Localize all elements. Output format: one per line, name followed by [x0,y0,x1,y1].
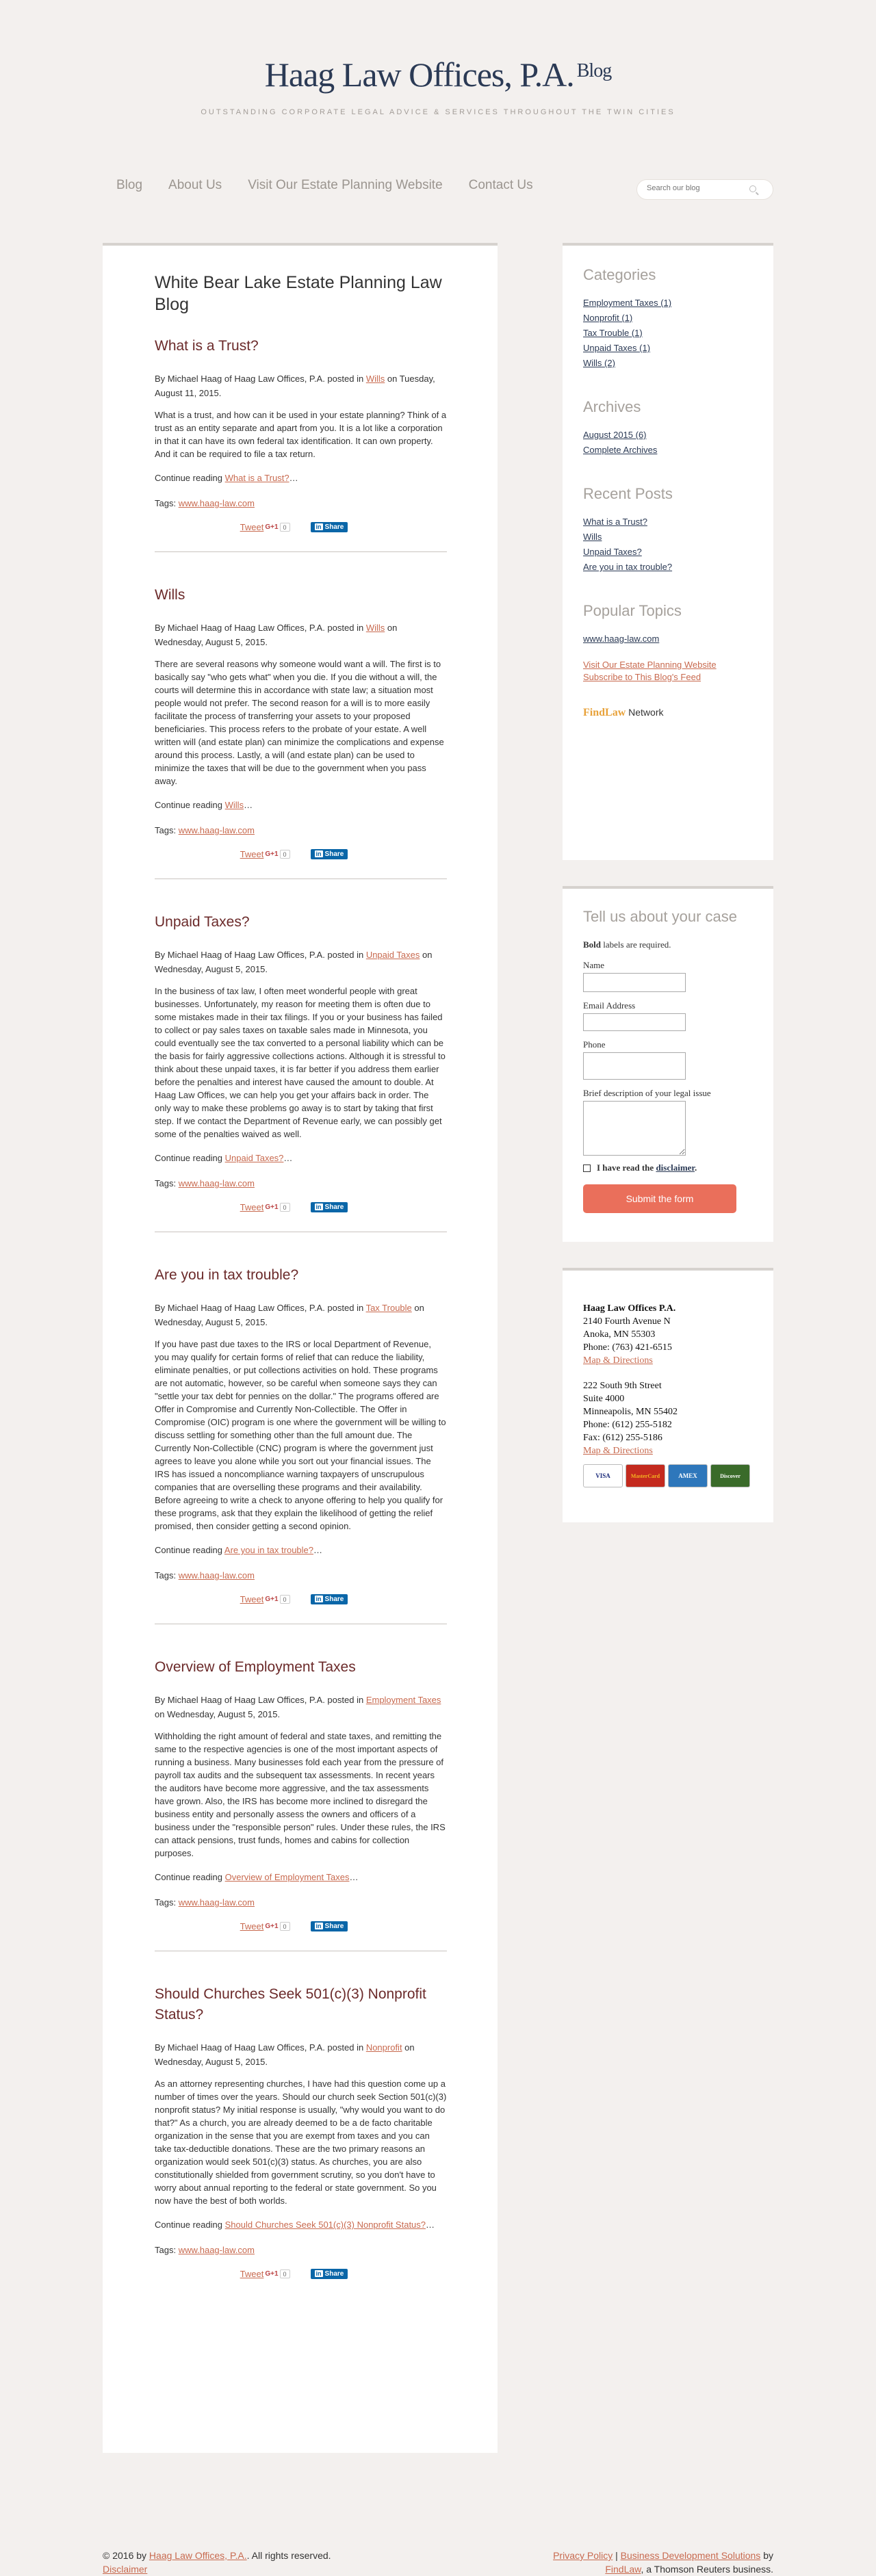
tweet-button[interactable]: Tweet [240,1594,264,1604]
continue-reading-link[interactable]: Overview of Employment Taxes [224,1872,350,1882]
continue-reading-link[interactable]: Should Churches Seek 501(c)(3) Nonprofit Status? [224,2220,426,2230]
main-nav [0,164,876,243]
post-meta [155,1301,447,1329]
post-meta [155,621,447,649]
archive-link-august-2015[interactable]: August 2015 (6) [583,430,647,440]
google-plus-count: 0 [280,1595,290,1604]
list-item [583,562,753,572]
mastercard-icon: MasterCard [626,1464,665,1487]
post-excerpt: If you have past due taxes to the IRS or local Department of Revenue, you may qualify for certain forms of relief that can reduce the liability, eliminate penalties, or put collections activities on hold. These programs are not automatic, however, so be careful when someone says they can "settle your tax debt for pennies on the dollar." The programs offered are Offer in Compromise and Currently Non-Collectible. The Offer in Compromise (OIC) program is one where the government will be willing to discuss settling for something other than the full amount due. The Currently Non-Collectible (CNC) program is where the government just agrees to leave you alone while you sort out your financial issues. The IRS has issued a noncompliance warning taxpayers of unscrupulous companies that are overselling these programs and their availability. Before agreeing to write a check to anyone offering to help you qualify for these programs, ask that they explain the likelihood of getting the relief promised, then consider getting a second opinion. [155,1339,446,1531]
visa-card-icon: VISA [583,1464,623,1487]
payment-cards [583,1464,753,1487]
continue-reading-link[interactable]: Are you in tax trouble? [224,1545,313,1555]
continue-reading [155,1153,447,1163]
post-tag-link[interactable]: www.haag-law.com [178,1897,255,1908]
linkedin-icon: in [315,850,322,857]
list-item [583,358,753,368]
list-item [583,430,753,440]
firm-name: Haag Law Offices P.A. [583,1303,676,1314]
archives-section [583,398,753,455]
contact-info-panel [563,1268,773,1522]
phone1: Phone: (763) 421-6515 [583,1342,672,1353]
archives-list [583,430,753,455]
list-item [583,298,753,308]
tags-label: Tags: [155,2245,179,2255]
google-plus-button[interactable]: G+1 [265,850,279,858]
post-tags [155,1178,447,1188]
continue-reading-ellipsis: … [244,800,253,810]
map-directions-link-anoka[interactable]: Map & Directions [583,1355,653,1366]
blog-post [155,1265,447,1624]
footer-firm-link[interactable]: Haag Law Offices, P.A. [149,2550,247,2561]
archive-link-complete[interactable]: Complete Archives [583,445,658,455]
findlaw-network-text: Network [628,707,664,718]
post-meta-date: on Wednesday, August 5, 2015. [155,1709,281,1719]
name-field[interactable] [583,973,686,992]
nav-item-about-us[interactable]: About Us [168,178,222,192]
linkedin-share-button[interactable] [311,1921,348,1931]
nav-item-contact-us[interactable]: Contact Us [468,178,533,192]
post-meta-author: By Michael Haag of Haag Law Offices, P.A. posted in [155,1695,366,1705]
post-meta [155,948,447,976]
tweet-button[interactable]: Tweet [240,2269,264,2279]
categories-section [583,266,753,368]
recent-posts-list [583,517,753,572]
continue-reading [155,2220,447,2230]
phone2: Phone: (612) 255-5182 [583,1420,672,1430]
tags-label: Tags: [155,498,179,508]
footer-thomson: , a Thomson Reuters business. [641,2564,773,2575]
required-note [583,939,753,950]
post-excerpt: As an attorney representing churches, I have had this question come up a number of times over the years. Should our church seek Section 501(c)(3) nonprofit status? My initial response is usually, "why would you want to do that?" As a church, you are already deemed to be a de facto charitable organization in the sense that you are exempt from taxes and you can take tax-deductible donations. These are the two primary reasons an organization would seek 501(c)(3) status. As churches, you are also constitutionally shielded from government scrutiny, so you don't have to worry about annual reporting to the federal or state government. So you now have the best of both worlds. [155,2079,447,2206]
linkedin-share-label: Share [324,850,344,858]
nav-item-estate-planning[interactable]: Visit Our Estate Planning Website [248,178,443,192]
continue-reading-link[interactable]: Wills [224,800,244,810]
findlaw-network-logo[interactable] [583,707,753,719]
post-tags [155,825,447,835]
continue-reading-link[interactable]: What is a Trust? [224,473,289,483]
categories-list [583,298,753,368]
linkedin-icon: in [315,1923,322,1929]
phone-label: Phone [583,1039,606,1050]
google-plus-count: 0 [280,523,290,532]
linkedin-share-label: Share [324,1204,344,1211]
address1-line2: Anoka, MN 55303 [583,1329,656,1340]
linkedin-icon: in [315,1596,322,1602]
search-box[interactable] [636,179,773,200]
footer-separator: | [613,2550,621,2561]
post-title-link[interactable]: Should Churches Seek 501(c)(3) Nonprofit Status? [155,1986,426,2022]
post-title-link[interactable]: Unpaid Taxes? [155,914,250,930]
description-field[interactable] [583,1101,686,1156]
popular-topics-list [583,634,753,644]
tags-label: Tags: [155,1178,179,1188]
linkedin-icon: in [315,523,322,530]
post-meta-author: By Michael Haag of Haag Law Offices, P.A. posted in [155,950,366,960]
address2-line3: Minneapolis, MN 55402 [583,1407,678,1417]
post-meta-date: on Tuesday, August 11, 2015. [155,374,435,398]
disclaimer-checkbox[interactable] [583,1165,591,1172]
post-meta-date: on Wednesday, August 5, 2015. [155,2042,415,2067]
post-title-link[interactable]: Wills [155,587,185,603]
nav-items [116,178,559,193]
share-row [155,1921,447,1931]
category-link-unpaid-taxes[interactable]: Unpaid Taxes (1) [583,343,651,353]
disclaimer-period: . [695,1162,697,1173]
search-input[interactable] [647,184,749,192]
post-meta-author: By Michael Haag of Haag Law Offices, P.A. posted in [155,623,366,633]
linkedin-share-button[interactable] [311,2269,348,2279]
continue-reading [155,800,447,810]
list-item [583,445,753,455]
page-title: White Bear Lake Estate Planning Law Blog [155,273,442,314]
post-meta [155,1693,447,1721]
share-row [155,849,447,859]
category-link-tax-trouble[interactable]: Tax Trouble (1) [583,328,643,338]
continue-reading [155,1872,447,1882]
linkedin-icon: in [315,2270,322,2277]
linkedin-icon: in [315,1204,322,1210]
post-category-link[interactable]: Tax Trouble [365,1303,412,1313]
fax2: Fax: (612) 255-5186 [583,1433,662,1443]
popular-topic-link[interactable]: www.haag-law.com [583,634,660,644]
post-category-link[interactable]: Unpaid Taxes [365,950,420,960]
site-title-text[interactable]: Haag Law Offices, P.A. [264,55,574,94]
post-title-link[interactable]: Are you in tax trouble? [155,1267,299,1283]
post-meta-author: By Michael Haag of Haag Law Offices, P.A. posted in [155,2042,366,2053]
tweet-button[interactable]: Tweet [240,849,264,859]
sidebar-widgets-panel [563,243,773,860]
continue-reading-label: Continue reading [155,473,225,483]
tweet-button[interactable]: Tweet [240,522,264,532]
post-excerpt: In the business of tax law, I often meet wonderful people with great businesses. Unfortunately, my reason for meeting them is often due to some mistakes made in their tax filings. If you or your business has failed to collect or pay sales taxes on taxable sales made in Minnesota, you could eventually see the tax converted to a personal liability which can be the basis for fairly aggressive collections actions. Although it is stressful to think about these unpaid taxes, it is far better if you address them earlier before the penalties and interest have caused the amount to double. At Haag Law Offices, we can help you get your affairs back in order. The only way to make these problems go away is to start by taking that first step. If we contact the Department of Revenue early, we can possibly get some of the penalties waived as well. [155,986,446,1139]
google-plus-button[interactable]: G+1 [265,523,279,531]
tags-label: Tags: [155,1570,179,1580]
copyright-prefix: © 2016 by [103,2550,149,2561]
post-tag-link[interactable]: www.haag-law.com [178,825,255,835]
blog-post [155,1657,447,1951]
linkedin-share-label: Share [324,523,344,531]
post-tag-link[interactable]: www.haag-law.com [178,1570,255,1580]
share-row [155,2269,447,2279]
linkedin-share-label: Share [324,1923,344,1930]
blog-post [155,585,447,879]
tweet-button[interactable]: Tweet [240,1921,264,1931]
popular-topics-title: Popular Topics [583,602,682,619]
blog-post [155,912,447,1232]
contact-form-panel [563,886,773,1242]
subscribe-feed-link[interactable]: Subscribe to This Blog's Feed [583,672,701,682]
map-directions-link-minneapolis[interactable]: Map & Directions [583,1446,653,1456]
list-item [583,634,753,644]
search-icon[interactable] [749,185,756,192]
continue-reading-label: Continue reading [155,2220,225,2230]
post-category-link[interactable]: Employment Taxes [365,1695,441,1705]
linkedin-share-button[interactable] [311,1594,348,1604]
disclaimer-check-row [583,1162,753,1173]
post-tags [155,1897,447,1908]
continue-reading-ellipsis: … [313,1545,322,1555]
estate-planning-website-link[interactable]: Visit Our Estate Planning Website [583,660,717,670]
copyright-suffix: . All rights reserved. [246,2550,331,2561]
list-item [583,313,753,323]
continue-reading-ellipsis: … [283,1153,293,1163]
post-title-link[interactable]: What is a Trust? [155,338,259,354]
archives-title: Archives [583,398,641,415]
post-category-link[interactable]: Wills [365,623,385,633]
continue-reading-link[interactable]: Unpaid Taxes? [224,1153,284,1163]
google-plus-count: 0 [280,850,290,859]
blog-post [155,336,447,552]
required-note-text: labels are required. [601,939,671,950]
continue-reading-label: Continue reading [155,1872,225,1882]
disclaimer-link[interactable]: disclaimer [656,1162,695,1173]
post-divider [155,551,447,552]
list-item [583,547,753,557]
post-category-link[interactable]: Wills [365,374,385,384]
continue-reading-label: Continue reading [155,800,225,810]
site-header [0,0,876,164]
post-meta-date: on Wednesday, August 5, 2015. [155,1303,424,1327]
post-excerpt: What is a trust, and how can it be used in your estate planning? Think of a trust as an entity separate and apart from you. It is a lot like a corporation in that it can have its own federal tax identification. It can own property. And it can be required to file a tax return. [155,410,447,459]
recent-post-link[interactable]: What is a Trust? [583,517,647,527]
post-meta [155,2040,447,2069]
post-meta-author: By Michael Haag of Haag Law Offices, P.A. posted in [155,374,366,384]
footer-right [548,2549,773,2576]
post-meta-date: on Wednesday, August 5, 2015. [155,950,433,974]
address2-line2: Suite 4000 [583,1394,625,1404]
recent-posts-title: Recent Posts [583,485,673,502]
main-content [103,243,498,2453]
continue-reading-label: Continue reading [155,1545,224,1555]
phone-field[interactable] [583,1052,686,1080]
amex-card-icon: AMEX [668,1464,708,1487]
name-label: Name [583,960,605,970]
linkedin-share-label: Share [324,2270,344,2278]
google-plus-count: 0 [280,2269,290,2278]
linkedin-share-label: Share [324,1596,344,1603]
required-note-bold: Bold [583,939,602,950]
post-tag-link[interactable]: www.haag-law.com [178,1178,255,1188]
share-row [155,1594,447,1604]
list-item [583,328,753,338]
post-excerpt: Withholding the right amount of federal and state taxes, and remitting the same to the respective agencies is one of the most important aspects of running a business. Many businesses fold each year from the pressure of payroll tax audits and the subsequent tax assessments. In recent years the auditors have become more aggressive, and the tax assessments have grown. Also, the IRS has become more inclined to disregard the business entity and personally assess the owners and officers of a business under the "responsible person" rules. Under these rules, the IRS can attack pensions, trust funds, homes and cabins for collection purposes. [155,1731,446,1858]
share-row [155,1202,447,1212]
blog-post [155,1984,447,2279]
google-plus-count: 0 [280,1922,290,1931]
address1-line1: 2140 Fourth Avenue N [583,1316,671,1327]
continue-reading-ellipsis: … [426,2220,435,2230]
google-plus-button[interactable]: G+1 [265,1596,279,1603]
continue-reading-ellipsis: … [289,473,298,483]
business-development-link[interactable]: Business Development Solutions [620,2550,761,2561]
post-category-link[interactable]: Nonprofit [365,2042,402,2053]
footer-findlaw-link[interactable]: FindLaw [605,2564,641,2575]
post-tags [155,498,447,508]
site-title-suffix: Blog [576,60,612,81]
privacy-policy-link[interactable]: Privacy Policy [553,2550,613,2561]
contact-info [583,1302,753,1487]
category-link-employment-taxes[interactable]: Employment Taxes (1) [583,298,672,308]
linkedin-share-button[interactable] [311,522,348,532]
site-tagline: OUTSTANDING CORPORATE LEGAL ADVICE & SERVICES THROUGHOUT THE TWIN CITIES [201,108,675,116]
category-link-nonprofit[interactable]: Nonprofit (1) [583,313,633,323]
linkedin-share-button[interactable] [311,849,348,859]
tweet-button[interactable]: Tweet [240,1202,264,1212]
category-link-wills[interactable]: Wills (2) [583,358,615,368]
google-plus-button[interactable]: G+1 [265,1204,279,1211]
description-label: Brief description of your legal issue [583,1088,711,1098]
continue-reading-label: Continue reading [155,1153,225,1163]
google-plus-count: 0 [280,1203,290,1212]
recent-posts-section [583,485,753,572]
contact-form-title: Tell us about your case [583,908,738,925]
continue-reading [155,1545,447,1555]
site-title[interactable] [0,55,876,94]
email-label: Email Address [583,1000,636,1011]
list-item [583,532,753,542]
post-tags [155,1570,447,1580]
categories-title: Categories [583,266,656,283]
footer-left [103,2549,331,2576]
popular-topics-section [583,602,753,719]
post-excerpt: There are several reasons why someone would want a will. The first is to basically say "who gets what" when you die. If you die without a will, the courts will determine this in accordance with state law; a situation most people would not prefer. The second reason for a will is to more easily facilitate the process of transferring your assets to your proposed beneficiaries. This process refers to the probate of your estate. A well written will (and estate plan) can minimize the complications and expense around this process. Lastly, a will (and estate plan) can be used to minimize the taxes that will be due to the government when you pass away. [155,659,444,786]
tags-label: Tags: [155,1897,179,1908]
disclaimer-text: I have read the [597,1162,656,1173]
post-tag-link[interactable]: www.haag-law.com [178,2245,255,2255]
email-field[interactable] [583,1013,686,1031]
recent-post-link[interactable]: Are you in tax trouble? [583,562,673,572]
continue-reading-ellipsis: … [349,1872,359,1882]
footer-disclaimer-link[interactable]: Disclaimer [103,2564,148,2575]
tags-label: Tags: [155,825,179,835]
post-meta-date: on Wednesday, August 5, 2015. [155,623,398,647]
post-tag-link[interactable]: www.haag-law.com [178,498,255,508]
google-plus-button[interactable]: G+1 [265,1923,279,1930]
continue-reading [155,473,447,483]
discover-card-icon: Discover [710,1464,750,1487]
post-meta [155,372,447,400]
address2-line1: 222 South 9th Street [583,1381,662,1391]
submit-button[interactable]: Submit the form [583,1184,736,1213]
post-title-link[interactable]: Overview of Employment Taxes [155,1659,356,1675]
recent-post-link[interactable]: Unpaid Taxes? [583,547,642,557]
list-item [583,343,753,353]
sidebar-links [583,659,753,684]
post-meta-author: By Michael Haag of Haag Law Offices, P.A. posted in [155,1303,366,1313]
post-tags [155,2245,447,2255]
post-list [155,336,447,2279]
nav-item-blog[interactable]: Blog [116,178,143,192]
recent-post-link[interactable]: Wills [583,532,602,542]
share-row [155,522,447,532]
sidebar [563,243,773,1522]
linkedin-share-button[interactable] [311,1202,348,1212]
google-plus-button[interactable]: G+1 [265,2270,279,2278]
findlaw-logo-text: FindLaw [583,707,626,718]
list-item [583,517,753,527]
footer-by: by [760,2550,773,2561]
